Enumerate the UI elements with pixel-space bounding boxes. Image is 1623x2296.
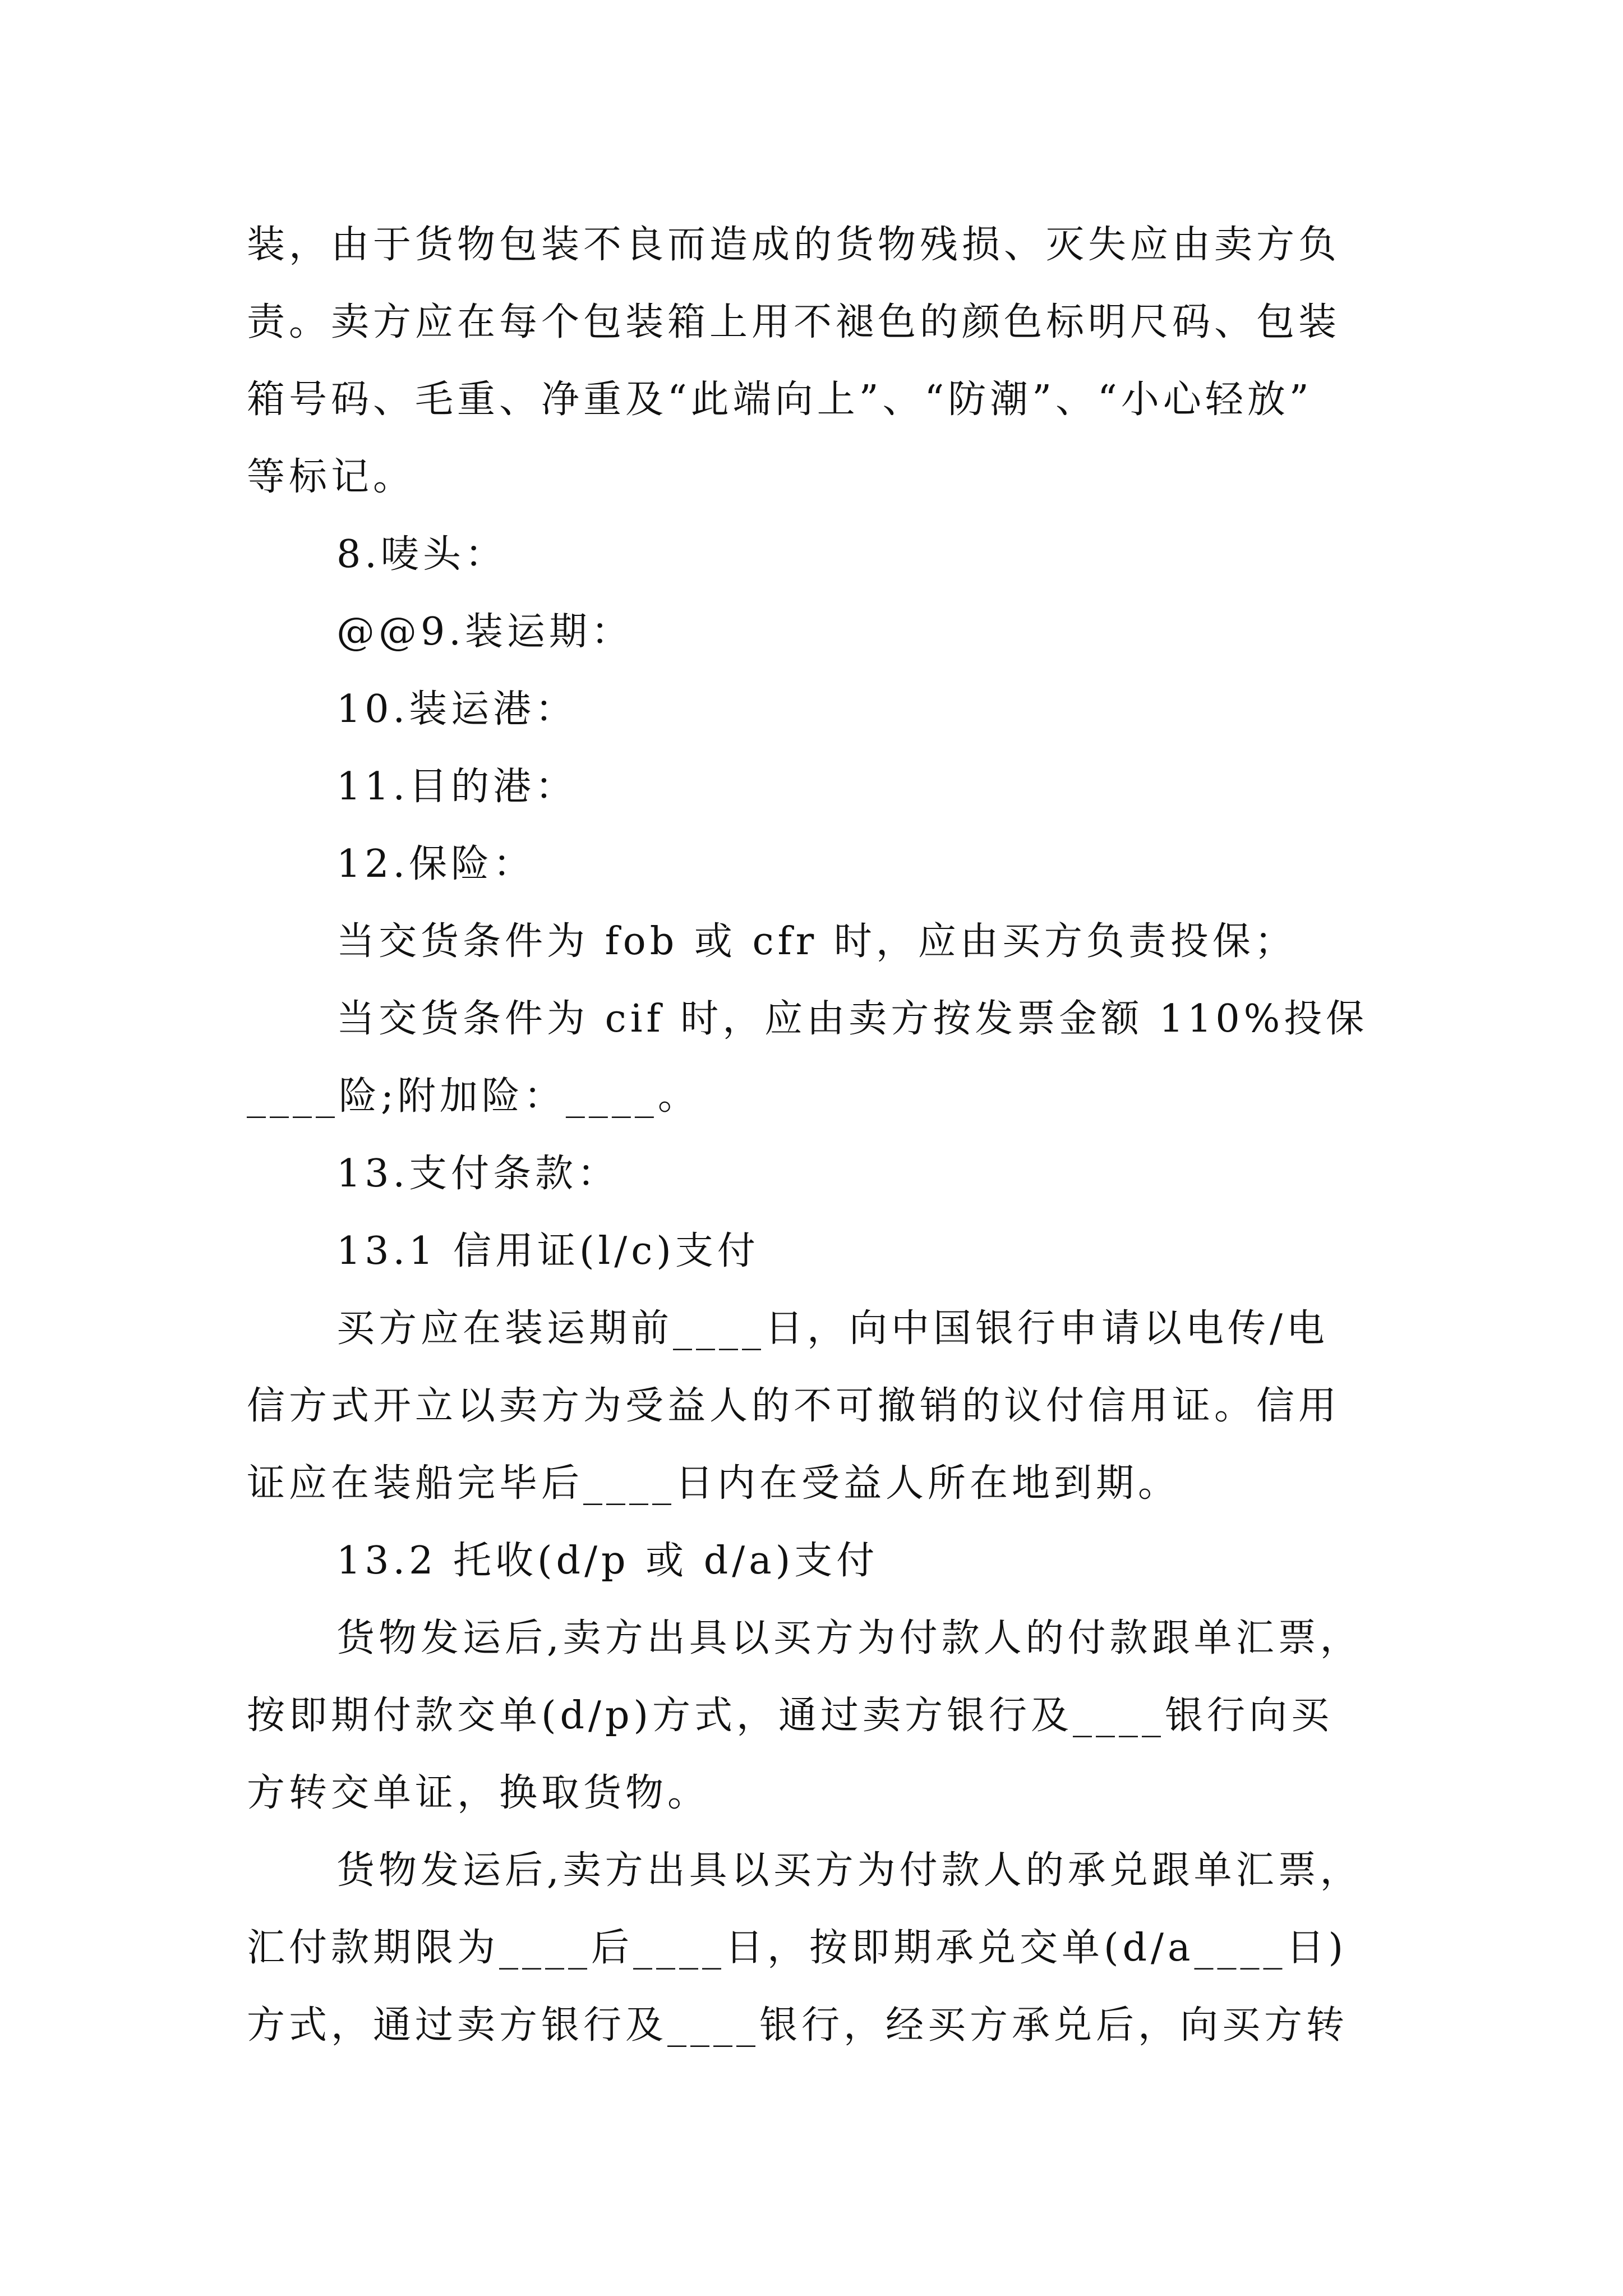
paragraph-line: 方转交单证，换取货物。: [247, 1771, 710, 1815]
section-heading-9: @@9.装运期：: [336, 610, 633, 654]
paragraph-line: 装，由于货物包装不良而造成的货物残损、灭失应由卖方负: [247, 223, 1341, 267]
section-heading-11: 11.目的港：: [336, 765, 578, 809]
section-heading-10: 10.装运港：: [336, 687, 578, 731]
paragraph-line: 责。卖方应在每个包装箱上用不褪色的颜色标明尺码、包装: [247, 300, 1341, 344]
paragraph-line: 买方应在装运期前____日，向中国银行申请以电传/电: [336, 1306, 1329, 1351]
paragraph-line: 货物发运后,卖方出具以买方为付款人的承兑跟单汇票，: [336, 1848, 1362, 1893]
paragraph-line: 货物发运后,卖方出具以买方为付款人的付款跟单汇票，: [336, 1616, 1362, 1660]
section-heading-8: 8.唛头：: [336, 532, 507, 577]
paragraph-line: 信方式开立以卖方为受益人的不可撤销的议付信用证。信用: [247, 1384, 1341, 1428]
paragraph-line: 当交货条件为 fob 或 cfr 时，应由买方负责投保；: [336, 919, 1297, 964]
paragraph-line: 方式，通过卖方银行及____银行，经买方承兑后，向买方转: [247, 2003, 1349, 2047]
paragraph-line: 箱号码、毛重、净重及“此端向上”、“防潮”、“小心轻放”: [247, 378, 1313, 422]
paragraph-line: 按即期付款交单(d/p)方式，通过卖方银行及____银行向买: [247, 1694, 1334, 1738]
paragraph-line: 证应在装船完毕后____日内在受益人所在地到期。: [247, 1461, 1181, 1506]
paragraph-line: 等标记。: [247, 455, 416, 499]
paragraph-line: 当交货条件为 cif 时，应由卖方按发票金额 110%投保: [336, 997, 1368, 1041]
paragraph-line: 汇付款期限为____后____日，按即期承兑交单(d/a____日): [247, 1926, 1348, 1970]
subsection-heading-13-1: 13.1 信用证(l/c)支付: [336, 1229, 759, 1273]
section-heading-12: 12.保险：: [336, 842, 536, 886]
paragraph-line: ____险;附加险：____。: [247, 1074, 700, 1119]
subsection-heading-13-2: 13.2 托收(d/p 或 d/a)支付: [336, 1539, 879, 1583]
section-heading-13: 13.支付条款：: [336, 1152, 620, 1196]
